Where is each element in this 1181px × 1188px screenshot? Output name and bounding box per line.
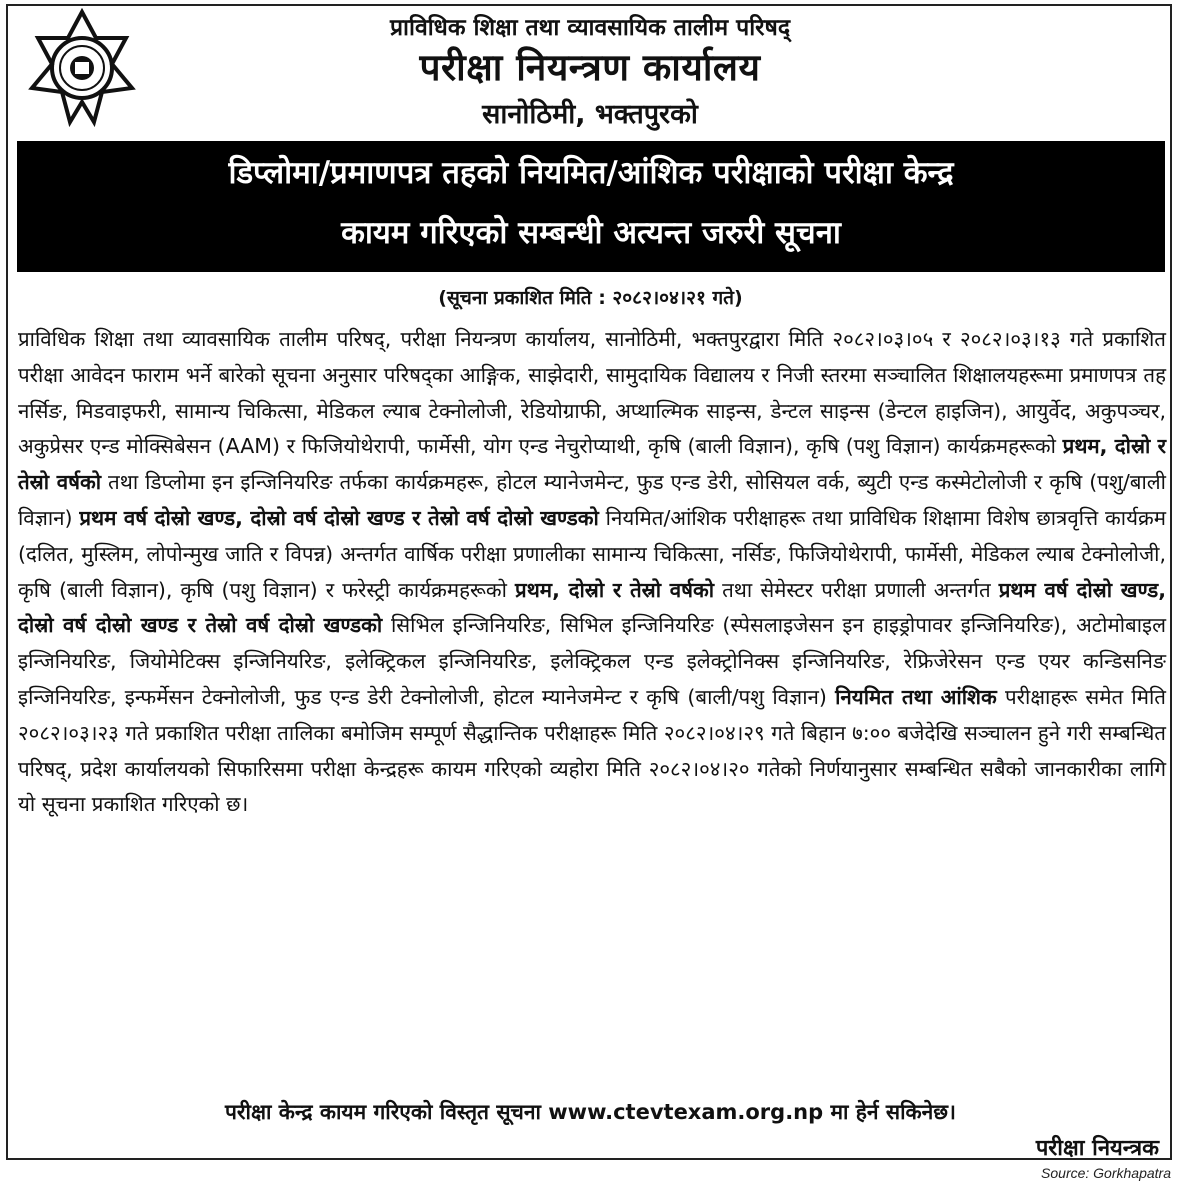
notice-banner — [17, 141, 1165, 272]
ctevt-emblem-icon — [20, 8, 144, 132]
body-text: तथा डिप्लोमा इन इन्जिनियरिङ तर्फका कार्यक्रमहरू, होटल म्यानेजमेन्ट, फुड एन्ड डेरी, सोसियल वर्क, ब्युटी एन्ड कस्मेटोलोजी र कृषि (पशु/बाली विज्ञान) — [18, 470, 1166, 530]
body-text: परीक्षाहरू समेत मिति २०८२।०३।२३ गते प्रकाशित परीक्षा तालिका बमोजिम सम्पूर्ण सैद्धान्तिक परीक्षाहरू मिति २०८२।०४।२९ गते बिहान ७:०० बजेदेखि सञ्चालन हुने गरी सम्बन्धित परिषद्, प्रदेश कार्यालयको सिफारिसमा परीक्षा केन्द्रहरू कायम गरिएको व्यहोरा मिति २०८२।०४।२० गतेको निर्णयानुसार सम्बन्धित सबैको जानकारीका लागि यो सूचना प्रकाशित गरिएको छ। — [18, 684, 1166, 817]
publication-date: (सूचना प्रकाशित मिति : २०८२।०४।२१ गते) — [438, 287, 743, 309]
body-bold: प्रथम वर्ष दोस्रो खण्ड, दोस्रो वर्ष दोस्रो खण्ड र तेस्रो वर्ष दोस्रो खण्डको — [79, 505, 599, 530]
body-text: तथा सेमेस्टर परीक्षा प्रणाली अन्तर्गत — [714, 577, 999, 602]
body-bold: प्रथम, दोस्रो र तेस्रो वर्षको — [515, 577, 715, 602]
banner-line-1: डिप्लोमा/प्रमाणपत्र तहको नियमित/आंशिक परीक्षाको परीक्षा केन्द्र — [228, 155, 954, 191]
source-credit: Source: Gorkhapatra — [1041, 1165, 1171, 1181]
office-title: परीक्षा नियन्त्रण कार्यालय — [419, 46, 761, 89]
signature: परीक्षा नियन्त्रक — [1035, 1136, 1159, 1161]
notice-body — [18, 322, 1166, 823]
body-text: सिभिल इन्जिनियरिङ, सिभिल इन्जिनियरिङ (स्पेसलाइजेसन इन हाइड्रोपावर इन्जिनियरिङ), अटोमोबाइल इन्जिनियरिङ, जियोमेटिक्स इन्जिनियरिङ, इलेक्ट्रिकल इन्जिनियरिङ, इलेक्ट्रिकल एन्ड इलेक्ट्रोनिक्स इन्जिनियरिङ, रेफ्रिजेरेसन एन्ड एयर कन्डिसनिङ इन्जिनियरिङ, इन्फर्मेसन टेक्नोलोजी, फुड एन्ड डेरी टेक्नोलोजी, होटल म्यानेजमेन्ट र कृषि (बाली/पशु विज्ञान) — [18, 613, 1166, 709]
website-notice: परीक्षा केन्द्र कायम गरिएको विस्तृत सूचना www.ctevtexam.org.np मा हेर्न सकिनेछ। — [225, 1100, 956, 1124]
council-name: प्राविधिक शिक्षा तथा व्यावसायिक तालीम परिषद् — [389, 15, 791, 41]
body-bold: प्रथम वर्ष दोस्रो खण्ड, दोस्रो वर्ष दोस्रो खण्ड र तेस्रो वर्ष दोस्रो खण्डको — [18, 577, 1166, 638]
office-location: सानोठिमी, भक्तपुरको — [482, 99, 698, 130]
banner-line-2: कायम गरिएको सम्बन्धी अत्यन्त जरुरी सूचना — [341, 215, 841, 251]
body-text: नियमित/आंशिक परीक्षाहरू तथा प्राविधिक शिक्षामा विशेष छात्रवृत्ति कार्यक्रम (दलित, मुस्लिम, लोपोन्मुख जाति र विपन्न) अन्तर्गत वार्षिक परीक्षा प्रणालीका सामान्य चिकित्सा, नर्सिङ, फिजियोथेरापी, फार्मेसी, मेडिकल ल्याब टेक्नोलोजी, कृषि (बाली विज्ञान), कृषि (पशु विज्ञान) र फरेस्ट्री कार्यक्रमहरूको — [18, 505, 1166, 602]
body-bold: प्रथम, दोस्रो र तेस्रो वर्षको — [18, 434, 1166, 495]
body-bold: नियमित तथा आंशिक — [835, 684, 997, 709]
body-text: प्राविधिक शिक्षा तथा व्यावसायिक तालीम परिषद्, परीक्षा नियन्त्रण कार्यालय, सानोठिमी, भक्तपुरद्वारा मिति २०८२।०३।०५ र २०८२।०३।१३ गते प्रकाशित परीक्षा आवेदन फाराम भर्ने बारेको सूचना अनुसार परिषद्का आङ्गिक, साझेदारी, सामुदायिक विद्यालय र निजी स्तरमा सञ्चालित शिक्षालयहरूमा प्रमाणपत्र तह नर्सिङ, मिडवाइफरी, सामान्य चिकित्सा, मेडिकल ल्याब टेक्नोलोजी, रेडियोग्राफी, अप्थाल्मिक साइन्स, डेन्टल साइन्स (डेन्टल हाइजिन), आयुर्वेद, अकुपञ्चर, अकुप्रेसर एन्ड मोक्सिबेसन (AAM) र फिजियोथेरापी, फार्मेसी, योग एन्ड नेचुरोप्याथी, कृषि (बाली विज्ञान), कृषि (पशु विज्ञान) कार्यक्रमहरूको — [18, 327, 1166, 459]
